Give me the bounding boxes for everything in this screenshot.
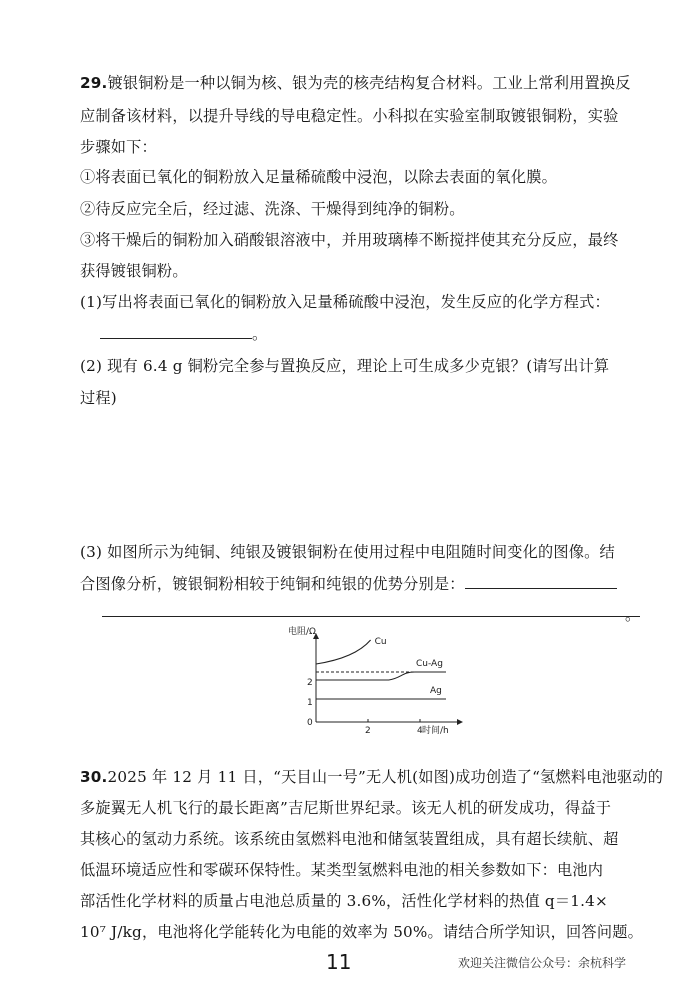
series-label-cu: Cu [374,637,387,647]
x-tick-label: 2 [365,726,371,736]
answer-blank-1[interactable] [100,324,252,339]
q29-sub3-end: 。 [625,606,641,624]
y-tick-label: 2 [307,678,313,688]
q29-step-2: ②待反应完全后，经过滤、洗涤、干燥得到纯净的铜粉。 [80,200,465,218]
q29-sub3-line-2: 合图像分析，镀银铜粉相较于纯铜和纯银的优势分别是： [80,573,640,595]
q30-line-6: 10⁷ J/kg，电池将化学能转化为电能的效率为 50%。请结合所学知识，回答问题。 [80,923,643,941]
footer-note: 欢迎关注微信公众号：余杭科学 [458,956,627,970]
y-tick-label: 0 [307,718,313,728]
series-label-ag: Ag [430,686,442,696]
q29-step-3: ③将干燥后的铜粉加入硝酸银溶液中，并用玻璃棒不断搅拌使其充分反应，最终 [80,231,619,249]
answer-blank-2[interactable] [465,574,617,589]
y-axis-label: 电阻/Ω [288,627,316,637]
q29-step-1: ①将表面已氧化的铜粉放入足量稀硫酸中浸泡，以除去表面的氧化膜。 [80,168,558,186]
q29-sub2-line-2: 过程) [80,389,117,407]
answer-blank-3[interactable] [102,616,640,617]
x-axis-label: 时间/h [422,726,449,736]
q29-sub2-line-1: (2) 现有 6.4 g 铜粉完全参与置换反应，理论上可生成多少克银？(请写出计算 [80,357,610,375]
series-line-cu-ag [316,672,446,680]
q30-line-1: 30.2025 年 12 月 11 日，“天目山一号”无人机(如图)成功创造了“氢燃料电池驱动的 [80,768,664,786]
q29-number: 29. [80,74,108,92]
q30-line-4: 低温环境适应性和零碳环保特性。某类型氢燃料电池的相关参数如下：电池内 [80,861,604,879]
q30-line-2: 多旋翼无人机飞行的最长距离”吉尼斯世界纪录。该无人机的研发成功，得益于 [80,799,612,817]
page-number: 11 [326,950,352,974]
resistance-time-chart [288,624,468,742]
x-tick-label: 4 [417,726,423,736]
q30-number: 30. [80,768,108,786]
q29-step-3-cont: 获得镀银铜粉。 [80,262,188,280]
q30-line-3: 其核心的氢动力系统。该系统由氢燃料电池和储氢装置组成，具有超长续航、超 [80,830,619,848]
series-line-cu [316,640,371,664]
q30-line-5: 部活性化学材料的质量占电池总质量的 3.6%，活性化学材料的热值 q＝1.4× [80,892,608,910]
q29-line-2: 应制备该材料，以提升导线的导电稳定性。小科拟在实验室制取镀银铜粉，实验 [80,107,619,125]
q29-sub1-answer: 。 [100,323,660,345]
q29-line-1: 29.镀银铜粉是一种以铜为核、银为壳的核壳结构复合材料。工业上常利用置换反 [80,74,631,92]
y-tick-label: 1 [307,698,313,708]
q29-sub1: (1)写出将表面已氧化的铜粉放入足量稀硫酸中浸泡，发生反应的化学方程式： [80,293,610,311]
q29-line-3: 步骤如下： [80,138,157,156]
series-label-cu-ag: Cu-Ag [416,659,443,669]
q29-sub3-line-1: (3) 如图所示为纯铜、纯银及镀银铜粉在使用过程中电阻随时间变化的图像。结 [80,543,615,561]
